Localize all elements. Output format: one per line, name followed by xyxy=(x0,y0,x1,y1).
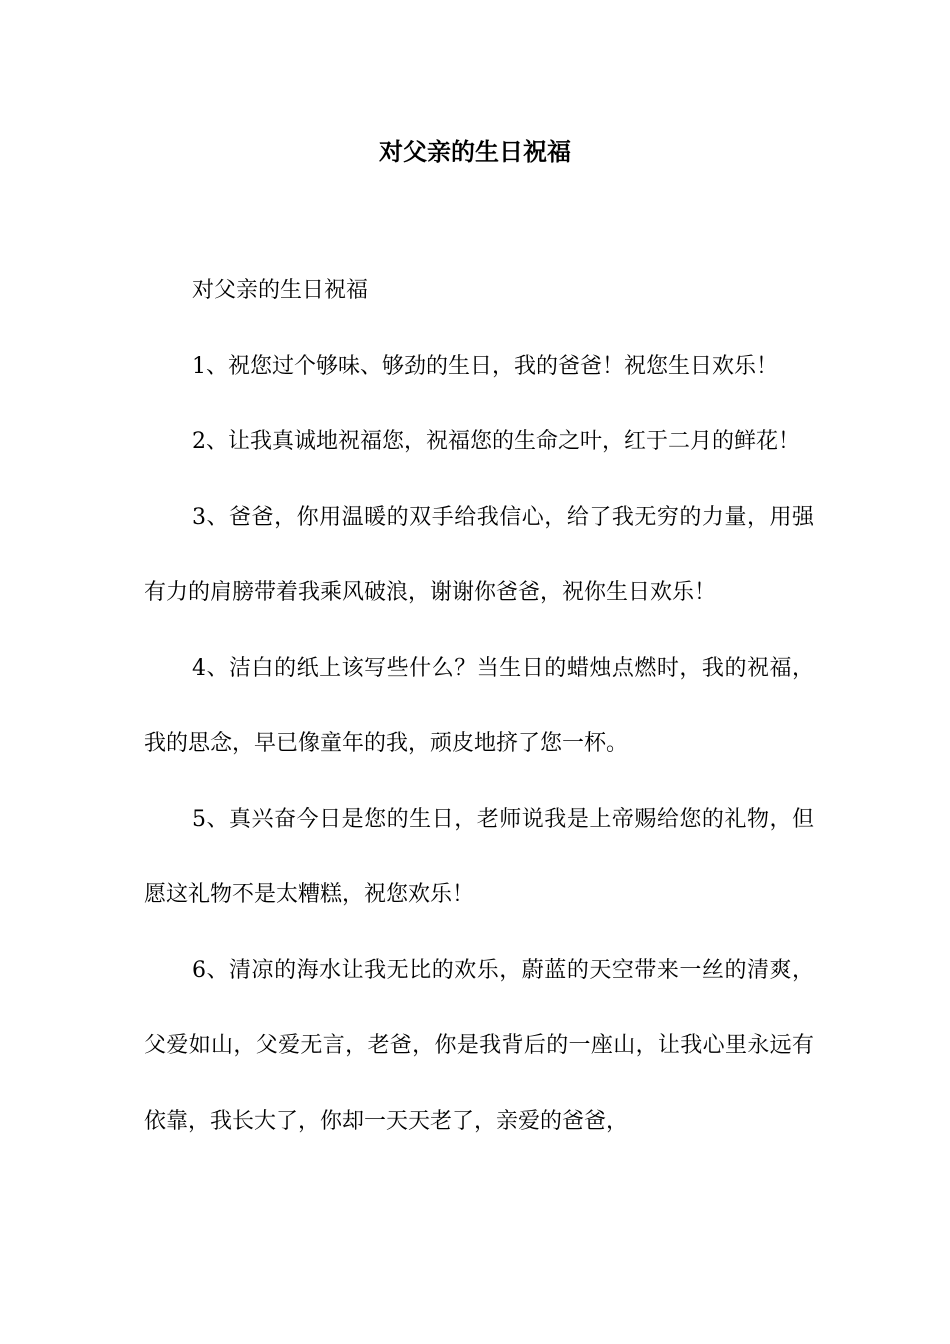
document-title: 对父亲的生日祝福 xyxy=(379,137,571,166)
paragraph-4: 4、洁白的纸上该写些什么？当生日的蜡烛点燃时，我的祝福，我的思念，早已像童年的我，顽皮地挤了您一杯。 xyxy=(144,655,814,756)
paragraph-5: 5、真兴奋今日是您的生日，老师说我是上帝赐给您的礼物，但愿这礼物不是太糟糕，祝您欢乐！ xyxy=(144,806,814,907)
paragraph-3: 3、爸爸，你用温暖的双手给我信心，给了我无穷的力量，用强有力的肩膀带着我乘风破浪，谢谢你爸爸，祝你生日欢乐！ xyxy=(144,504,814,605)
paragraph-1: 1、祝您过个够味、够劲的生日，我的爸爸！祝您生日欢乐！ xyxy=(192,353,778,379)
paragraph-6: 6、清凉的海水让我无比的欢乐，蔚蓝的天空带来一丝的清爽，父爱如山，父爱无言，老爸，你是我背后的一座山，让我心里永远有依靠，我长大了，你却一天天老了，亲爱的爸爸， xyxy=(144,957,814,1134)
paragraph-2: 2、让我真诚地祝福您，祝福您的生命之叶，红于二月的鲜花！ xyxy=(192,429,800,454)
document-body xyxy=(144,253,814,1159)
paragraph-heading: 对父亲的生日祝福 xyxy=(192,278,369,303)
